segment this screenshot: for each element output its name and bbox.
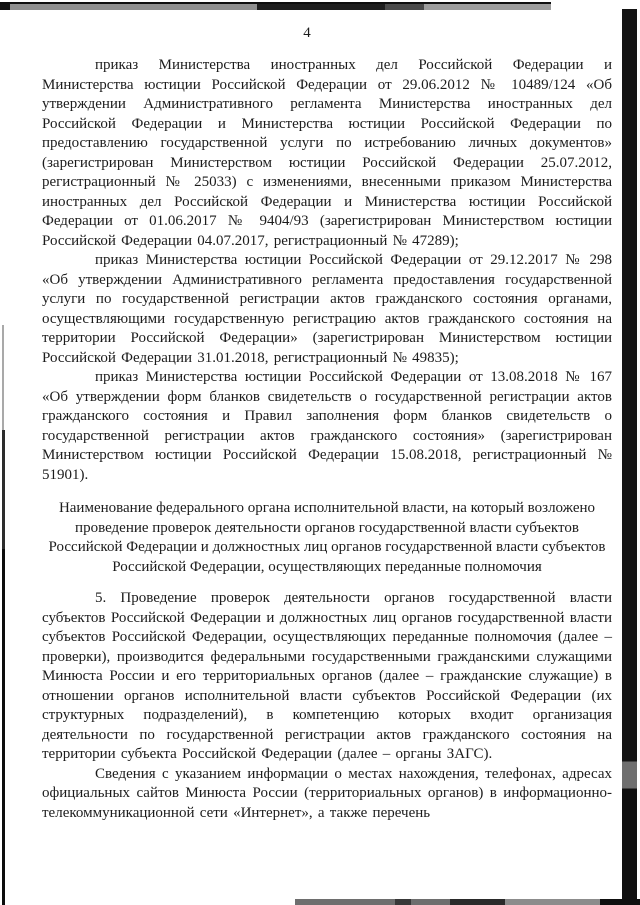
scan-artifact-bottom-bar xyxy=(295,899,640,905)
scan-artifact-top-bar xyxy=(0,2,551,10)
scan-artifact-right-bar xyxy=(622,9,637,905)
paragraph-order-167: приказ Министерства юстиции Российской Федерации от 13.08.2018 № 167 «Об утверждении форм бланков свидетельств о государственной регистрации актов гражданского состояния и Правил заполнения форм бланков свидетельств о государственной регистрации актов гражданского состояния» (зарегистрирован Министерством юстиции Российской Федерации 15.08.2018, регистрационный № 51901). xyxy=(42,369,612,483)
page-content xyxy=(42,24,612,823)
paragraph-order-mid-mfa: приказ Министерства иностранных дел Российской Федерации и Министерства юстиции Российской Федерации от 29.06.2012 № 10489/124 «Об утверждении Административного регламента Министерства иностранных дел Российской Федерации и Министерства юстиции Российской Федерации по предоставлению государственной услуги по истребованию личных документов» (зарегистрирован Министерством юстиции Российской Федерации 25.07.2012, регистрационный № 25033) с изменениями, внесенными приказом Министерства иностранных дел Российской Федерации и Министерства юстиции Российской Федерации от 01.06.2017 № 9404/93 (зарегистрирован Министерством юстиции Российской Федерации 04.07.2017, регистрационный № 47289); xyxy=(42,57,612,249)
paragraph-item-5: 5. Проведение проверок деятельности органов государственной власти субъектов Российской Федерации и должностных лиц органов государственной власти субъектов Российской Федерации, осуществляющих переданные полномочия (далее – проверки), производится федеральными государственными гражданскими служащими Минюста России и его территориальных органов (далее – гражданские служащие) в отношении органов исполнительной власти субъектов Российской Федерации (их структурных подразделений), в компетенцию которых входит организация деятельности по государственной регистрации актов гражданского состояния на территории субъекта Российской Федерации (далее – органы ЗАГС). xyxy=(42,590,612,762)
page-number: 4 xyxy=(303,25,311,41)
scan-artifact-left-line-dark xyxy=(2,430,5,905)
scan-artifact-left-line-gray xyxy=(2,325,4,430)
paragraph-order-298: приказ Министерства юстиции Российской Федерации от 29.12.2017 № 298 «Об утверждении Административного регламента предоставления государственной услуги по государственной регистрации актов гражданского состояния органами, осуществляющими государственную регистрацию актов гражданского состояния на территории Российской Федерации» (зарегистрирован Министерством юстиции Российской Федерации 31.01.2018, регистрационный № 49835); xyxy=(42,252,612,366)
paragraph-svedeniya: Сведения с указанием информации о местах нахождения, телефонах, адресах официальных сайтов Минюста России (территориальных органов) в информационно-телекоммуникационной сети «Интернет», а также перечень xyxy=(42,765,612,821)
section-heading: Наименование федерального органа исполнительной власти, на который возложено проведение проверок деятельности органов государственной власти субъектов Российской Федерации и должностных лиц органов государственной власти субъектов Российской Федерации, осуществляющих переданные полномочия xyxy=(48,500,606,575)
